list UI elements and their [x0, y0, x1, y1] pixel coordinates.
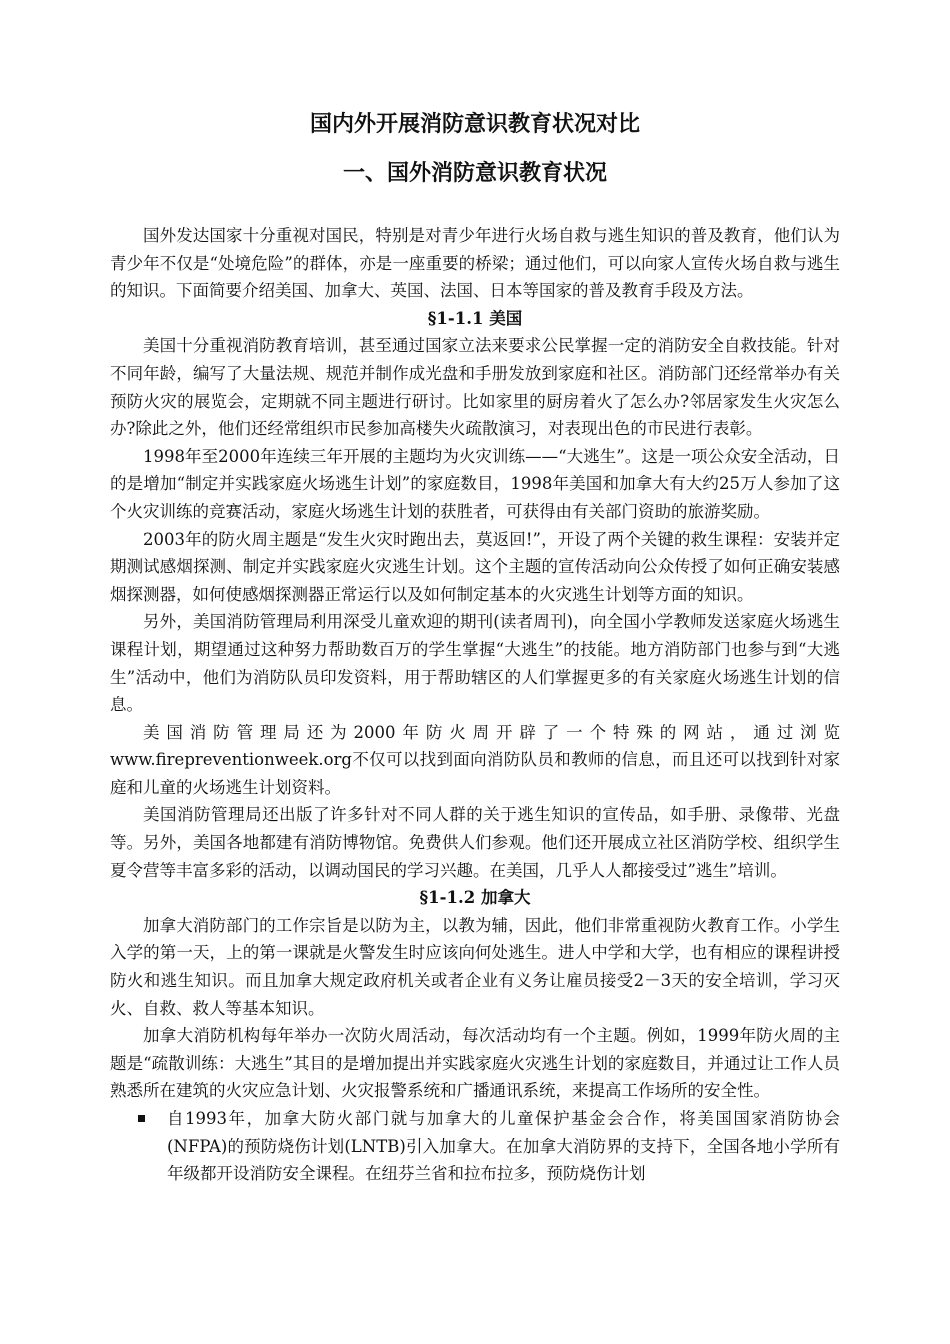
- list-item: [110, 1105, 840, 1188]
- square-bullet-icon: [138, 1115, 145, 1122]
- usa-paragraph: 1998年至2000年连续三年开展的主题均为火灾训练——“大逃生”。这是一项公众安全活动，日的是增加“制定并实践家庭火场逃生计划”的家庭数目，1998年美国和加拿大有大约25万人参加了这个火灾训练的竞赛活动，家庭火场逃生计划的获胜者，可获得由有关部门资助的旅游奖励。: [110, 446, 840, 521]
- canada-paragraph: 加拿大消防机构每年举办一次防火周活动，每次活动均有一个主题。例如，1999年防火周的主题是“疏散训练：大逃生”其目的是增加提出并实践家庭火灾逃生计划的家庭数目，并通过让工作人员熟悉所在建筑的火灾应急计划、火灾报警系统和广播通讯系统，来提高工作场所的安全性。: [110, 1026, 840, 1101]
- canada-paragraph: 加拿大消防部门的工作宗旨是以防为主，以教为辅，因此，他们非常重视防火教育工作。小学生入学的第一天，上的第一课就是火警发生时应该向何处逃生。进人中学和大学，也有相应的课程讲授防火和逃生知识。而且加拿大规定政府机关或者企业有义务让雇员接受2－3天的安全培训，学习灭火、自救、救人等基本知识。: [110, 915, 840, 1018]
- usa-paragraph: 2003年的防火周主题是“发生火灾时跑出去，莫返回!”，开设了两个关键的救生课程：安装并定期测试感烟探测、制定并实践家庭火灾逃生计划。这个主题的宣传活动向公众传授了如何正确安装感烟探测器，如何使感烟探测器正常运行以及如何制定基本的火灾逃生计划等方面的知识。: [110, 529, 840, 604]
- section-heading-usa: §1-1.1 美国: [427, 308, 523, 328]
- usa-paragraph: 美国消防管理局还为2000年防火周开辟了一个特殊的网站，通过浏览www.firepreventionweek.org不仅可以找到面向消防队员和教师的信息，而且还可以找到针对家庭和儿童的火场逃生计划资料。: [110, 722, 840, 797]
- list-item-text: 自1993年，加拿大防火部门就与加拿大的儿童保护基金会合作，将美国国家消防协会(NFPA)的预防烧伤计划(LNTB)引入加拿大。在加拿大消防界的支持下，全国各地小学所有年级都开设消防安全课程。在纽芬兰省和拉布拉多，预防烧伤计划: [167, 1109, 840, 1184]
- document-body: [110, 222, 840, 1188]
- section-title: 一、国外消防意识教育状况: [342, 161, 607, 186]
- document-title: 国内外开展消防意识教育状况对比: [309, 112, 640, 137]
- usa-paragraph: 美国消防管理局还出版了许多针对不同人群的关于逃生知识的宣传品，如手册、录像带、光盘等。另外，美国各地都建有消防博物馆。免费供人们参观。他们还开展成立社区消防学校、组织学生夏令营等丰富多彩的活动，以调动国民的学习兴趣。在美国，几乎人人都接受过”逃生”培训。: [110, 805, 840, 880]
- bullet-list: [110, 1105, 840, 1188]
- intro-paragraph: 国外发达国家十分重视对国民，特别是对青少年进行火场自救与逃生知识的普及教育，他们认为青少年不仅是“处境危险”的群体，亦是一座重要的桥梁；通过他们，可以向家人宣传火场自救与逃生的知识。下面简要介绍美国、加拿大、英国、法国、日本等国家的普及教育手段及方法。: [110, 226, 840, 301]
- section-heading-canada: §1-1.2 加拿大: [419, 888, 531, 908]
- usa-paragraph: 美国十分重视消防教育培训，甚至通过国家立法来要求公民掌握一定的消防安全自救技能。针对不同年龄，编写了大量法规、规范并制作成光盘和手册发放到家庭和社区。消防部门还经常举办有关预防火灾的展览会，定期就不同主题进行研讨。比如家里的厨房着火了怎么办?邻居家发生火灾怎么办?除此之外，他们还经常组织市民参加高楼失火疏散演习，对表现出色的市民进行表彰。: [110, 336, 840, 439]
- usa-paragraph: 另外，美国消防管理局利用深受儿童欢迎的期刊(读者周刊)，向全国小学教师发送家庭火场逃生课程计划，期望通过这种努力帮助数百万的学生掌握“大逃生”的技能。地方消防部门也参与到“大逃生”活动中，他们为消防队员印发资料，用于帮助辖区的人们掌握更多的有关家庭火场逃生计划的信息。: [110, 612, 840, 715]
